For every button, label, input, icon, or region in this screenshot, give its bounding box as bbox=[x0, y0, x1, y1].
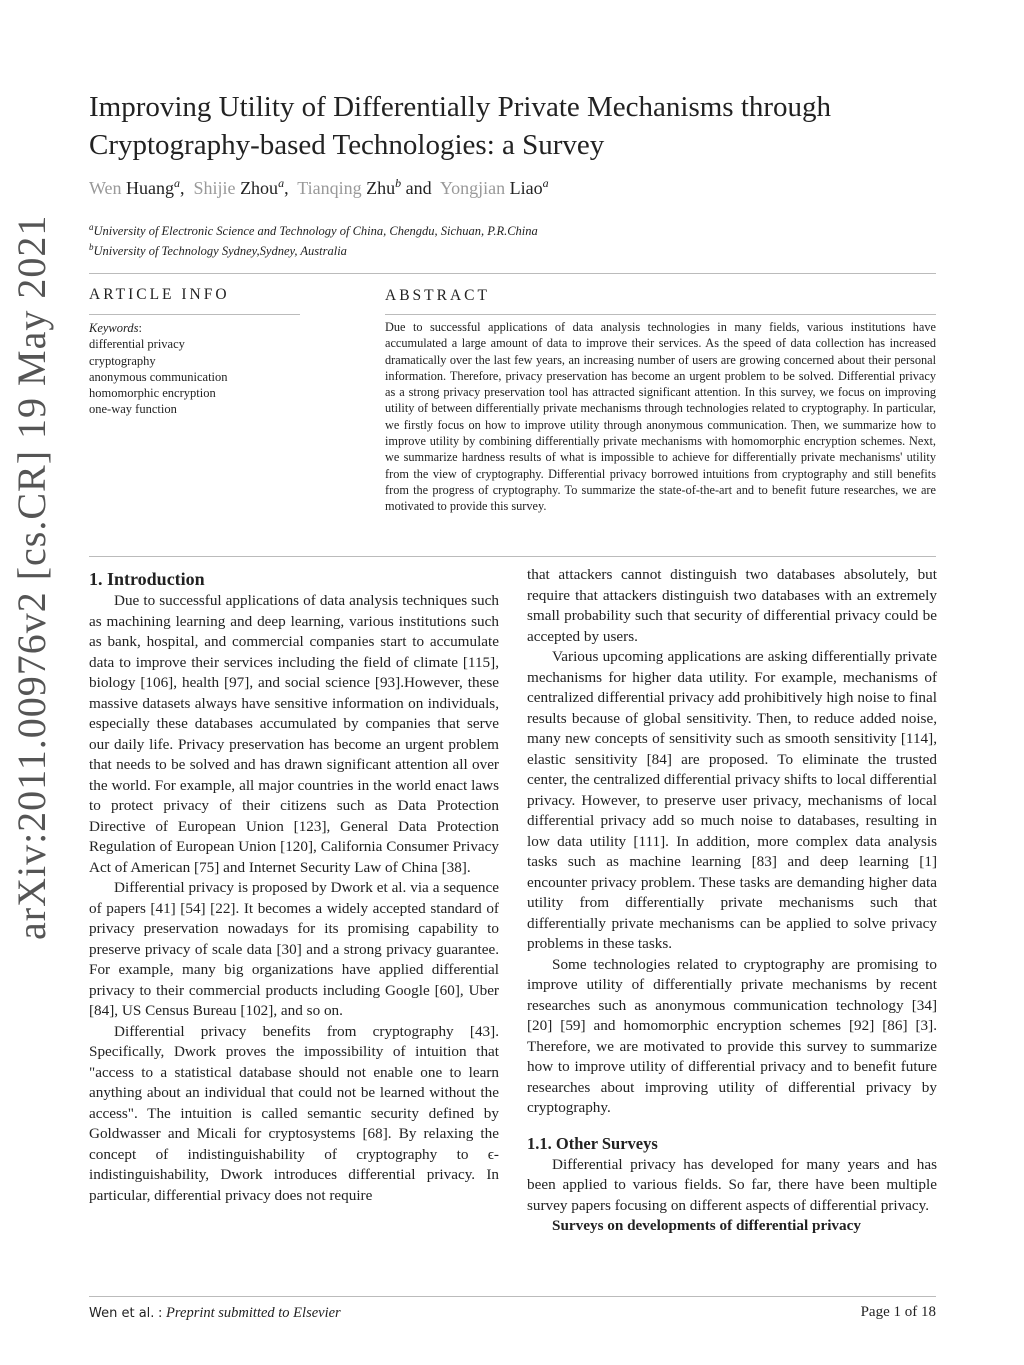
left-column bbox=[89, 567, 499, 1206]
author-separator: , bbox=[180, 178, 185, 198]
author-first-name: Yongjian bbox=[439, 178, 506, 198]
author-last-name: Huang bbox=[126, 178, 175, 198]
body-paragraph: that attackers cannot distinguish two databases absolutely, but require that attackers distinguish two databases with an extremely small probability such that security of differential privacy could be accepted by users. bbox=[527, 566, 937, 645]
body-paragraph: Differential privacy benefits from cryptography [43]. Specifically, Dwork proves the impossibility of intuition that "access to a statistical database should not enable one to learn anything about an individual that could not be learned without the access". The intuition is called semantic security defined by Goldwasser and Micali for cryptosystems [68]. By relaxing the concept of indistinguishability of cryptography to ϵ-indistinguishability, Dwork introduces differential privacy. In particular, differential privacy does not require bbox=[89, 1022, 499, 1204]
affiliation-mark: b bbox=[89, 242, 94, 252]
author-last-name: Liao bbox=[509, 178, 543, 198]
section-title: 1. Introduction bbox=[89, 569, 205, 589]
affiliation-a bbox=[89, 222, 538, 239]
affiliation-text: University of Technology Sydney,Sydney, Australia bbox=[93, 244, 347, 259]
author-affiliation-mark: b bbox=[395, 176, 402, 190]
keyword-item: cryptography bbox=[89, 353, 156, 368]
author-affiliation-mark: a bbox=[278, 176, 285, 190]
author-affiliation-mark: a bbox=[174, 176, 181, 190]
author-separator: , bbox=[284, 178, 289, 198]
affiliation-mark: a bbox=[89, 222, 94, 232]
keyword-item: homomorphic encryption bbox=[89, 386, 216, 401]
footer-separator: : bbox=[158, 1306, 163, 1321]
author-first-name: Tianqing bbox=[297, 178, 362, 198]
author-first-name: Shijie bbox=[193, 178, 236, 198]
page-number: Page 1 of 18 bbox=[860, 1304, 936, 1320]
body-divider bbox=[89, 556, 936, 557]
right-column bbox=[527, 565, 937, 1237]
body-paragraph: Due to successful applications of data analysis techniques such as machining learning and deep learning, various institutions such as bank, hospital, and commercial companies start to accumulate data to improve their services including the field of climate [115], biology [106], health [97], and social science [93].However, these massive datasets always have sensitive information on individuals, especially these databases accumulated by companies that serve our daily life. Privacy preservation has become an urgent problem that needs to be solved and has drawn significant attention all over the world. For example, all major countries in the world enact laws to protect privacy of their citizens such as Data Protection Directive of European Union [123], General Data Protection Regulation of European Union [120], California Consumer Privacy Act of American [75] and Internet Security Law of China [38]. bbox=[89, 592, 499, 876]
bold-subheading: Surveys on developments of differential privacy bbox=[552, 1217, 861, 1234]
body-paragraph: Various upcoming applications are asking differentially private mechanisms for higher data utility. For example, mechanisms of centralized differential privacy add prohibitively high noise to final results because of global sensitivity. Then, to reduce added noise, many new concepts of sensitivity such as smooth sensitivity [114], elastic sensitivity [84] are proposed. To eliminate the trusted center, the centralized differential privacy shifts to local differential privacy. However, to preserve user privacy, mechanisms of local differential privacy add so much noise to databases, resulting in low data utility [111]. In addition, more complex data analysis tasks such as machine learning [83] and deep learning [1] encounter privacy problem. These tasks are demanding higher data utility from differentially private mechanisms such that differentially private mechanisms can be applied to solve privacy problems in these tasks. bbox=[527, 648, 937, 952]
author-last-name: Zhu bbox=[366, 178, 396, 198]
keyword-item: one-way function bbox=[89, 402, 177, 417]
keywords-label: Keywords bbox=[89, 321, 139, 335]
affiliation-b bbox=[89, 242, 347, 259]
footer-author: Wen et al. bbox=[89, 1306, 155, 1321]
paper-title: Improving Utility of Differentially Private Mechanisms through Cryptography-based Technologies: a Survey bbox=[89, 91, 832, 161]
author-affiliation-mark: a bbox=[542, 176, 549, 190]
abstract-divider bbox=[385, 314, 936, 315]
keywords-block: Keywords: differential privacy cryptography anonymous communication homomorphic encryption one-way function bbox=[89, 320, 289, 418]
author-list bbox=[89, 176, 549, 199]
body-paragraph: Differential privacy has developed for many years and has been applied to various fields. So far, there have been multiple survey papers focusing on different aspects of differential privacy. bbox=[527, 1155, 937, 1214]
keyword-item: differential privacy bbox=[89, 337, 185, 352]
keyword-item: anonymous communication bbox=[89, 369, 228, 384]
abstract-heading: ABSTRACT bbox=[385, 287, 490, 304]
footer-citation bbox=[89, 1305, 341, 1322]
affiliation-text: University of Electronic Science and Technology of China, Chengdu, Sichuan, P.R.China bbox=[93, 224, 538, 239]
arxiv-identifier: arXiv:2011.00976v2 [cs.CR] 19 May 2021 bbox=[9, 214, 54, 940]
author-last-name: Zhou bbox=[240, 178, 279, 198]
abstract-text: Due to successful applications of data analysis technologies in many fields, various institutions have accumulated a large amount of data to improve their services. As the speed of data collection has increased dramatically over the last few years, an increasing number of users are growing concerned about their personal information. Therefore, privacy preservation has become an urgent problem to be solved. Differential privacy as a strong privacy preservation tool has attracted significant attention. In this survey, we focus on improving utility of between differentially private mechanisms through technologies related to cryptography. In particular, we firstly focus on how to improve utility through anonymous communication. Then, we summarize how to improve utility by combining differentially private mechanisms with homomorphic encryption schemes. Next, we summarize hardness results of what is impossible to achieve for differentially private mechanisms' utility from the view of cryptography. Differential privacy borrowed intuitions from cryptography and still benefits from the progress of cryptography. To summarize the state-of-the-art and to benefit future researches, we are motivated to provide this survey. bbox=[385, 320, 936, 514]
article-info-divider bbox=[89, 314, 300, 315]
article-info-heading: ARTICLE INFO bbox=[89, 286, 230, 303]
footer-divider bbox=[89, 1296, 936, 1297]
author-first-name: Wen bbox=[89, 178, 122, 198]
author-and: and bbox=[405, 178, 432, 198]
subsection-title: 1.1. Other Surveys bbox=[527, 1133, 658, 1153]
footer-journal: Preprint submitted to Elsevier bbox=[166, 1305, 341, 1321]
body-paragraph: Some technologies related to cryptography are promising to improve utility of differentially private mechanisms by recent researches such as anonymous communication technology [34] [20] [59] and homomorphic encryption schemes [92] [86] [3]. Therefore, we are motivated to provide this survey to summarize how to improve utility of differential privacy and to benefit future researches about improving utility of differential privacy by cryptography. bbox=[527, 955, 937, 1116]
body-paragraph: Differential privacy is proposed by Dwork et al. via a sequence of papers [41] [54] [22]. It becomes a widely accepted standard of privacy preservation nowadays for its promising capability to preserve privacy of scale data [30] and a strong privacy guarantee. For example, many big organizations have applied differential privacy to their commercial products including Google [60], Uber [84], US Census Bureau [102], and so on. bbox=[89, 879, 499, 1019]
header-divider bbox=[89, 273, 936, 274]
